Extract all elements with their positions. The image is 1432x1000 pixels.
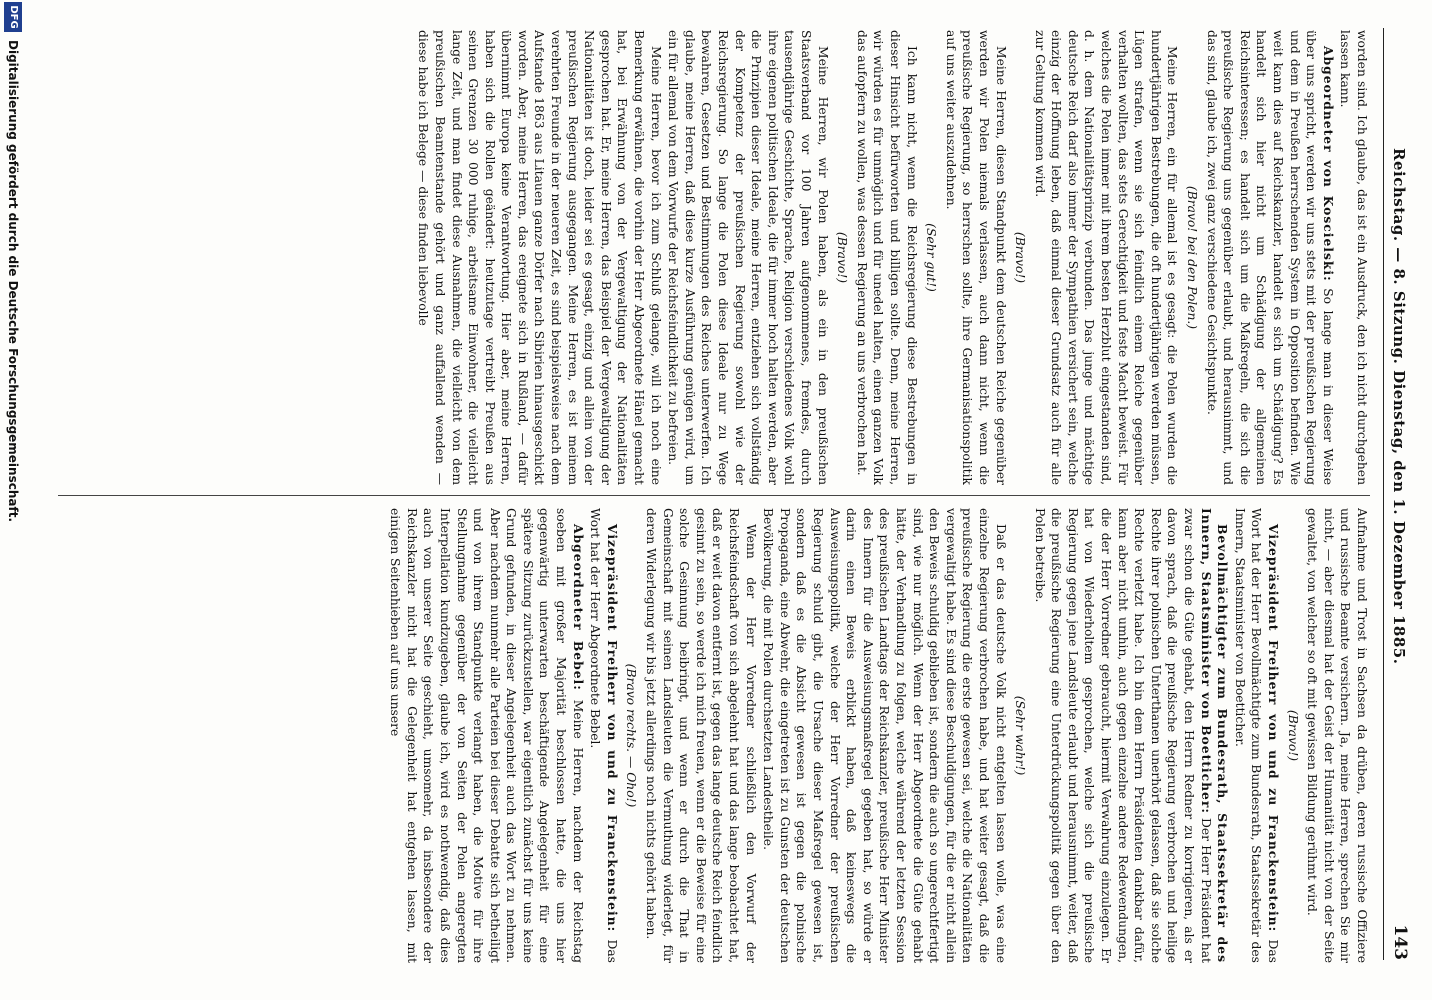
page-footer: [4, 0, 26, 1000]
paragraph-text: (Bravo! bei den Polen.): [1185, 185, 1200, 330]
paragraph: [1337, 30, 1370, 485]
paragraph-text: Aufnahme und Trost in Sachsen da drüben, deren russische Offiziere und russische Beamte versichern. Ja, meine Herren, sprechen Sie mir nicht, — aber diesmal hat der Geist der Humanität nicht von der Seite gewaltet, von welcher so oft mit gewissen Bildung gerühmt wird.: [1305, 508, 1369, 963]
paragraph: [642, 508, 758, 963]
stage-direction: [923, 30, 940, 485]
paragraph-text: Ich kann nicht, wenn die Reichsregierung diese Bestrebungen in dieser Hinsicht befürworten und billigen sollte. Denn, meine Herren, wir würden es für unmöglich und für unedel halten, einen ganzen Volk das aufopfern zu wollen, was dessen Regierung an uns verbrochen hat.: [854, 30, 919, 485]
paragraph: [942, 30, 1008, 485]
paragraph: [665, 30, 831, 485]
paragraph-text: Das Wort hat der Herr Abgeordnete Bebel.: [588, 508, 619, 963]
stage-direction: [834, 30, 851, 485]
stage-direction: [623, 508, 640, 963]
running-title: Reichstag. — 8. Sitzung. Dienstag, den 1. Dezember 1885.: [1390, 148, 1408, 665]
paragraph: [1231, 508, 1281, 963]
paragraph: [1304, 508, 1370, 963]
stage-direction: [1183, 30, 1200, 485]
paragraph-text: Meine Herren, wir Polen haben, als ein in den preußischen Staatsverband vor 100 Jahren aufgenommenes, fremdes, durch tausendjährige Geschichte, Sprache, Religion verschiedenes Volk wohl ihre eigenen politischen Ideale, die für immer hoch halten werden, aber die Prinzipien dieser Ideale, meine Herren, entziehen sich vollständig der Kompetenz der preußischen Regierung sowohl wie der Reichsregierung. So lange die Polen diese Ideale nur zu Wege bewahren, Gesetzen und Bestimmungen des Reiches unterwerfen. Ich glaube, meine Herren, daß diese kurze Ausführung genügen wird, um ein für allemal von dem Vorwurfe der Reichsfeindlichkeit zu befreien.: [666, 30, 830, 485]
paragraph-text: Meine Herren, bevor ich zum Schluß gelange, will ich noch eine Bemerkung erwähnen, die vorhin der Herr Abgeordnete Hänel gemacht hat, bei Erwähnung von der Vergewaltigung der Nationalitäten gesprochen hat. Er, meine Herren, das Beispiel der Vergewaltigung der Nationalitäten ist doch, leider sei es gesagt, einzig und allein von der preußischen Regierung ausgegangen. Meine Herren, es ist meinem verehrten Freunde in der neueren Zeit, es sind beispielsweise nach dem Aufstande 1863 aus Litauen ganze Dörfer nach Sibirien hinausgeschickt worden. Aber, meine Herren, das ereignete sich in Rußland, — dafür übernimmt Europa keine Verantwortung. Hier aber, meine Herren, haben sich die Rollen geändert: heutzutage vertreibt Preußen aus seinen Grenzen 30 000 ruhige, arbeitsame Einwohner, die vielleicht lange Zeit, und man findet diese Ausnahmen, die vielleicht von dem preußischen Beamtenstande gehört und ganz auffallend wenden — diese habe ich Belege — diese finden liebevolle: [416, 30, 663, 485]
column-divider: [58, 495, 1370, 496]
paragraph: [387, 508, 586, 963]
left-column: [58, 30, 1370, 485]
paragraph: [1031, 30, 1180, 485]
paragraph-text: So lange man in dieser Weise über uns spricht, werden wir uns stets mit der preußischen Regierung und dem in Preußen herrschenden System in Opposition befinden. Wie weit kann dies auf Reichskanzler, handelt es sich um Schädigung? Es handelt sich hier nicht um Schädigung der allgemeinen Reichsinteressen; es handelt sich um die Maßregeln, die sich die preußische Regierung uns gegenüber erlaubt, und herausnimmt, und das sind, glaube ich, zwei ganz verschiedene Gesichtspunkte.: [1204, 30, 1335, 485]
page-number: 143: [1390, 924, 1410, 960]
stage-direction: [1012, 30, 1029, 485]
speaker-name: Bevollmächtigter zum Bundesrath, Staatssekretär des Innern, Staatsminister von Boetticher:: [1198, 508, 1231, 963]
paragraph-text: (Bravo!): [835, 231, 850, 284]
stage-direction: [1284, 508, 1301, 963]
paragraph: [760, 508, 1009, 963]
paragraph-text: (Sehr gut!): [924, 223, 939, 292]
speaker-name: Abgeordneter Bebel:: [570, 524, 586, 691]
speaker-name: Vizepräsident Freiherr von und zu Franckenstein:: [1266, 524, 1282, 933]
paragraph-text: (Bravo!): [1285, 709, 1300, 762]
digitization-credit: Digitalisierung gefördert durch die Deutsche Forschungsgemeinschaft.: [6, 40, 20, 523]
page-header: [1383, 28, 1414, 960]
paragraph: [1031, 508, 1230, 963]
paragraph: [587, 508, 620, 963]
paragraph-text: Der Herr Präsident hat zwar schon die Güte gehabt, den Herrn Redner zu korrigieren, als er davon sprach, daß die preußische Regierung verbrochen und heilige Rechte ihrer polnischen Unterthanen unerhört gelassen, daß sie solche Rechte verletzt habe. Ich bin dem Herrn Präsidenten dankbar dafür, kann aber nicht umhin, auch gegen einzelne andere Redewendungen, die der Herr Vorredner gebraucht, hiermit Verwahrung einzulegen. Er hat von Wiederholtem gesprochen, welche sich die preußische Regierung gegen jene Landsleute erlaubt und herausnimmt, weiter, daß die preußische Regierung eine Unterdrückungspolitik gegen über den Polen betreibe.: [1032, 508, 1213, 963]
paragraph-text: Wenn der Herr Vorredner schließlich den Vorwurf der Reichsfeindschaft von sich abgelehnt hat und das lange beobachtet hat, daß er weit davon entfernt ist, gegen das lange deutsche Reich feindlich gesinnt zu sein, so werde ich mich freuen, wenn er die Beweise für eine solche Gesinnung beibringt, und wenn er durch die That in Gemeinschaft mit seinen Landsleuten die Vermuthung widerlegt, für deren Widerlegung wir bis jetzt allerdings noch nichts gehört haben.: [644, 508, 758, 963]
speaker-name: Abgeordneter von Koscielski:: [1320, 46, 1336, 282]
paragraph: [853, 30, 919, 485]
paragraph-text: Das Wort hat der Herr Bevollmächtigte zum Bundesrath, Staatssekretär des Innern, Staatsminister von Boetticher.: [1232, 508, 1281, 963]
speaker-name: Vizepräsident Freiherr von und zu Franckenstein:: [604, 524, 620, 933]
paragraph-text: (Bravo!): [1013, 231, 1028, 284]
paragraph-text: Meine Herren, diesen Standpunkt dem deutschen Reiche gegenüber werden wir Polen niemals verlassen, auch dann nicht, wenn die preußische Regierung, so herrschen sollte, ihre Germanisationspolitik auf uns weiter auszudehnen.: [943, 30, 1008, 485]
paragraph-text: worden sind. Ich glaube, das ist ein Ausdruck, den ich nicht durchgehen lassen kann.: [1338, 30, 1369, 485]
paragraph: [1203, 30, 1336, 485]
paragraph: [415, 30, 664, 485]
paragraph-text: (Bravo rechts. — Oho!): [624, 663, 639, 808]
stage-direction: [1012, 508, 1029, 963]
paragraph-text: Meine Herren, ein für allemal ist es gesagt: die Polen wurden die hundertjährigen Bestrebungen, die oft hundertjährigen werden müssen, Lügen strafen, wenn sie sich feindlich einem Reiche gegenüber verhalten wollten, das stets Gerechtigkeit und feste Macht beweist. Für welches die Polen immer mit ihrem besten Herzblut eingestanden sind, d. h. dem Nationalitätsprinzip verbunden. Das junge und mächtige deutsche Reich darf also immer der Sympathien versichert sein, welche einzig der Hoffnung leben, daß einmal dieser Grundsatz auch für alle zur Geltung kommen wird.: [1032, 30, 1180, 485]
dfg-logo: DFG: [4, 2, 22, 32]
paragraph-text: Daß er das deutsche Volk nicht entgelten lassen wolle, was eine einzelne Regierung verbrochen habe, und hat weiter gesagt, daß die preußische Regierung die erste gewesen sei, welche die Nationalitäten vergewaltigt habe. Es sind diese Beschuldigungen, für die er nicht allein den Beweis schuldig geblieben ist, sondern die auch so ungerechtfertigt sind, wie nur möglich. Wenn der Herr Abgeordnete die Güte gehabt hätte, der Verhandlung zu folgen, welche während der letzten Session des preußischen Landtags der Reichskanzler, preußische Herr Minister des Innern für die Ausweisungsmaßregel gegeben hat, so würde er darin einen Beweis erblickt haben, daß keineswegs die Ausweisungspolitik, welche der Herr Vorredner der preußischen Regierung schuld gibt, die Ursache dieser Maßregel gewesen ist, sondern daß es die Absicht gewesen ist gegen die polnische Propaganda, eine Abwehr, die eingetreten ist zu Gunsten der deutschen Bevölkerung, die mit Polen durchsetzten Landestheile.: [761, 508, 1008, 963]
paragraph-text: (Sehr wahr!): [1013, 695, 1028, 776]
paragraph-text: Meine Herren, nachdem der Reichstag soeben mit großer Majorität beschlossen hatte, die uns hier gegenwärtig unterwarten beschäftigende Angelegenheit für eine spätere Sitzung zurückzustellen, war eigentlich zunächst für uns keine Grund gefunden, in dieser Angelegenheit auch das Wort zu nehmen. Aber nachdem nunmehr alle Parteien bei dieser Debatte sich betheiligt und von ihrem Standpunkte verlangt haben, die Motive für ihre Stellungnahme gegenüber der von Seiten der Polen angeregten Interpellation kundzugeben, glaube ich, wird es nothwendig, daß dies auch von unserer Seite geschieht, umsomehr, da insbesondere der Reichskanzler nicht hat die Gelegenheit hat entgehen lassen, mit einigen Seitenhieben auf uns unsere: [388, 508, 585, 963]
right-column: [58, 508, 1370, 963]
